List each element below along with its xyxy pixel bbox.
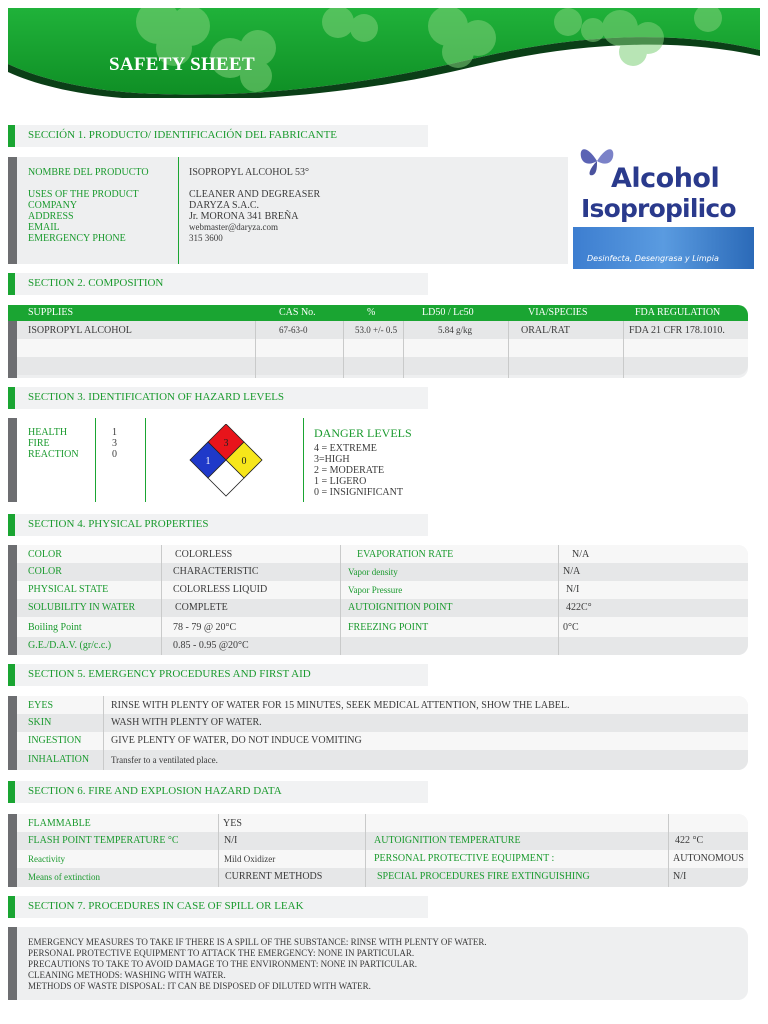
section-6-title: SECTION 6. FIRE AND EXPLOSION HAZARD DATA xyxy=(28,785,282,797)
fire-hazard-table xyxy=(8,814,748,887)
label-reaction: REACTION xyxy=(28,449,79,460)
col-fda: FDA REGULATION xyxy=(635,307,721,318)
section-3-header xyxy=(8,387,428,409)
section-2-title: SECTION 2. COMPOSITION xyxy=(28,277,164,289)
danger-level-4: 4 = EXTREME xyxy=(314,443,377,454)
fire-value: CURRENT METHODS xyxy=(225,871,323,882)
clover-banner-graphic xyxy=(8,8,760,98)
fire-label: FLAMMABLE xyxy=(28,818,91,829)
section-5-header xyxy=(8,664,428,686)
label-uses: USES OF THE PRODUCT xyxy=(28,189,139,200)
diamond-reaction-value: 0 xyxy=(241,456,247,467)
section-5-title: SECTION 5. EMERGENCY PROCEDURES AND FIRST AID xyxy=(28,668,311,680)
col-supplies: SUPPLIES xyxy=(28,307,74,318)
prop-label: Boiling Point xyxy=(28,622,82,633)
danger-level-2: 2 = MODERATE xyxy=(314,465,385,476)
cell-ld50: 5.84 g/kg xyxy=(438,325,473,335)
spill-line: PERSONAL PROTECTIVE EQUIPMENT TO ATTACK THE EMERGENCY: NONE IN PARTICULAR. xyxy=(28,948,415,958)
value-uses: CLEANER AND DEGREASER xyxy=(189,189,321,200)
prop-value: COLORLESS LIQUID xyxy=(173,584,268,595)
section-4-header xyxy=(8,514,428,536)
fire-label: Reactivity xyxy=(28,854,65,864)
fire-label: Means of extinction xyxy=(28,872,100,882)
value-address: Jr. MORONA 341 BREÑA xyxy=(189,211,299,222)
physical-properties-table xyxy=(8,545,748,655)
value-company: DARYZA S.A.C. xyxy=(189,200,260,211)
prop-value: 422C° xyxy=(566,602,592,613)
fire-value: Mild Oxidizer xyxy=(224,854,276,864)
first-aid-ingestion: GIVE PLENTY OF WATER, DO NOT INDUCE VOMITING xyxy=(111,735,362,746)
spill-line: METHODS OF WASTE DISPOSAL: IT CAN BE DISPOSED OF DILUTED WITH WATER. xyxy=(28,981,371,991)
prop-value: COLORLESS xyxy=(175,549,233,560)
col-cas: CAS No. xyxy=(279,307,316,318)
section-1-header xyxy=(8,125,428,147)
prop-label: G.E./D.A.V. (gr/c.c.) xyxy=(28,640,112,651)
product-identification-panel xyxy=(8,157,568,264)
first-aid-label-skin: SKIN xyxy=(28,717,52,728)
value-reaction: 0 xyxy=(112,449,117,460)
product-logo xyxy=(573,139,754,269)
spill-line: PRECAUTIONS TO TAKE TO AVOID DAMAGE TO THE ENVIRONMENT: NONE IN PARTICULAR. xyxy=(28,959,417,969)
label-product-name: NOMBRE DEL PRODUCTO xyxy=(28,167,149,178)
prop-value: COMPLETE xyxy=(175,602,228,613)
fire-value: YES xyxy=(223,818,242,829)
cell-cas: 67-63-0 xyxy=(279,325,308,335)
spill-procedures-panel xyxy=(8,927,748,1000)
label-company: COMPANY xyxy=(28,200,78,211)
value-emergency-phone: 315 3600 xyxy=(189,233,223,243)
prop-label: PHYSICAL STATE xyxy=(28,584,109,595)
value-fire: 3 xyxy=(112,438,117,449)
fire-value: N/I xyxy=(224,835,238,846)
prop-label: FREEZING POINT xyxy=(348,622,429,633)
logo-line-2: Isopropilico xyxy=(581,194,736,223)
label-fire: FIRE xyxy=(28,438,50,449)
prop-value: 0.85 - 0.95 @20°C xyxy=(173,640,249,651)
first-aid-label-inhalation: INHALATION xyxy=(28,754,90,765)
hazard-levels-panel xyxy=(8,418,308,502)
label-health: HEALTH xyxy=(28,427,68,438)
prop-value: 0°C xyxy=(563,622,579,633)
section-6-header xyxy=(8,781,428,803)
danger-level-3: 3=HIGH xyxy=(314,454,350,465)
composition-table xyxy=(8,305,748,378)
prop-label: EVAPORATION RATE xyxy=(357,549,454,560)
label-email: EMAIL xyxy=(28,222,60,233)
spill-line: EMERGENCY MEASURES TO TAKE IF THERE IS A SPILL OF THE SUBSTANCE: RINSE WITH PLENTY OF WATER. xyxy=(28,937,487,947)
first-aid-table xyxy=(8,696,748,770)
prop-value: N/A xyxy=(572,549,590,560)
nfpa-diamond-icon xyxy=(188,424,264,498)
prop-label: AUTOIGNITION POINT xyxy=(348,602,453,613)
first-aid-inhalation: Transfer to a ventilated place. xyxy=(111,755,218,765)
value-product-name: ISOPROPYL ALCOHOL 53° xyxy=(189,167,309,178)
col-ld50: LD50 / Lc50 xyxy=(422,307,474,318)
fire-value: N/I xyxy=(673,871,687,882)
section-4-title: SECTION 4. PHYSICAL PROPERTIES xyxy=(28,518,209,530)
prop-value: CHARACTERISTIC xyxy=(173,566,259,577)
first-aid-skin: WASH WITH PLENTY OF WATER. xyxy=(111,717,262,728)
spill-line: CLEANING METHODS: WASHING WITH WATER. xyxy=(28,970,226,980)
cell-via: ORAL/RAT xyxy=(521,325,570,336)
diamond-fire-value: 3 xyxy=(223,438,229,449)
prop-value: N/A xyxy=(563,566,581,577)
cell-percent: 53.0 +/- 0.5 xyxy=(355,325,398,335)
fire-value: 422 °C xyxy=(675,835,704,846)
section-2-header xyxy=(8,273,428,295)
prop-value: N/I xyxy=(566,584,580,595)
label-address: ADDRESS xyxy=(28,211,74,222)
danger-level-0: 0 = INSIGNIFICANT xyxy=(314,487,403,498)
prop-value: 78 - 79 @ 20°C xyxy=(173,622,237,633)
first-aid-label-ingestion: INGESTION xyxy=(28,735,82,746)
page-title: SAFETY SHEET xyxy=(109,54,255,75)
col-via: VIA/SPECIES xyxy=(528,307,588,318)
logo-tagline: Desinfecta, Desengrasa y Limpia xyxy=(587,254,719,263)
prop-label: COLOR xyxy=(28,549,62,560)
composition-header-row xyxy=(8,305,748,321)
fire-value: AUTONOMOUS xyxy=(673,853,744,864)
prop-label: COLOR xyxy=(28,566,62,577)
fire-label: PERSONAL PROTECTIVE EQUIPMENT : xyxy=(374,853,555,864)
cell-supply: ISOPROPYL ALCOHOL xyxy=(28,325,132,336)
danger-level-1: 1 = LIGERO xyxy=(314,476,367,487)
section-7-title: SECTION 7. PROCEDURES IN CASE OF SPILL OR LEAK xyxy=(28,900,304,912)
cell-fda: FDA 21 CFR 178.1010. xyxy=(629,325,725,336)
fire-label: FLASH POINT TEMPERATURE °C xyxy=(28,835,179,846)
prop-label: SOLUBILITY IN WATER xyxy=(28,602,136,613)
fire-label: AUTOIGNITION TEMPERATURE xyxy=(374,835,521,846)
header-banner xyxy=(8,8,760,98)
section-7-header xyxy=(8,896,428,918)
col-percent: % xyxy=(367,307,376,318)
first-aid-label-eyes: EYES xyxy=(28,700,53,711)
fire-label: SPECIAL PROCEDURES FIRE EXTINGUISHING xyxy=(377,871,590,882)
label-emergency-phone: EMERGENCY PHONE xyxy=(28,233,126,244)
section-1-title: SECCIÓN 1. PRODUCTO/ IDENTIFICACIÓN DEL FABRICANTE xyxy=(28,129,338,141)
first-aid-eyes: RINSE WITH PLENTY OF WATER FOR 15 MINUTES, SEEK MEDICAL ATTENTION, SHOW THE LABEL. xyxy=(111,700,570,711)
prop-label: Vapor density xyxy=(348,567,398,577)
logo-line-1: Alcohol xyxy=(611,163,720,194)
danger-levels-title: DANGER LEVELS xyxy=(314,426,412,440)
section-marker xyxy=(8,125,15,147)
diamond-health-value: 1 xyxy=(205,456,211,467)
section-3-title: SECTION 3. IDENTIFICATION OF HAZARD LEVELS xyxy=(28,391,285,403)
value-health: 1 xyxy=(112,427,117,438)
value-email: webmaster@daryza.com xyxy=(189,222,278,232)
prop-label: Vapor Pressure xyxy=(348,585,403,595)
